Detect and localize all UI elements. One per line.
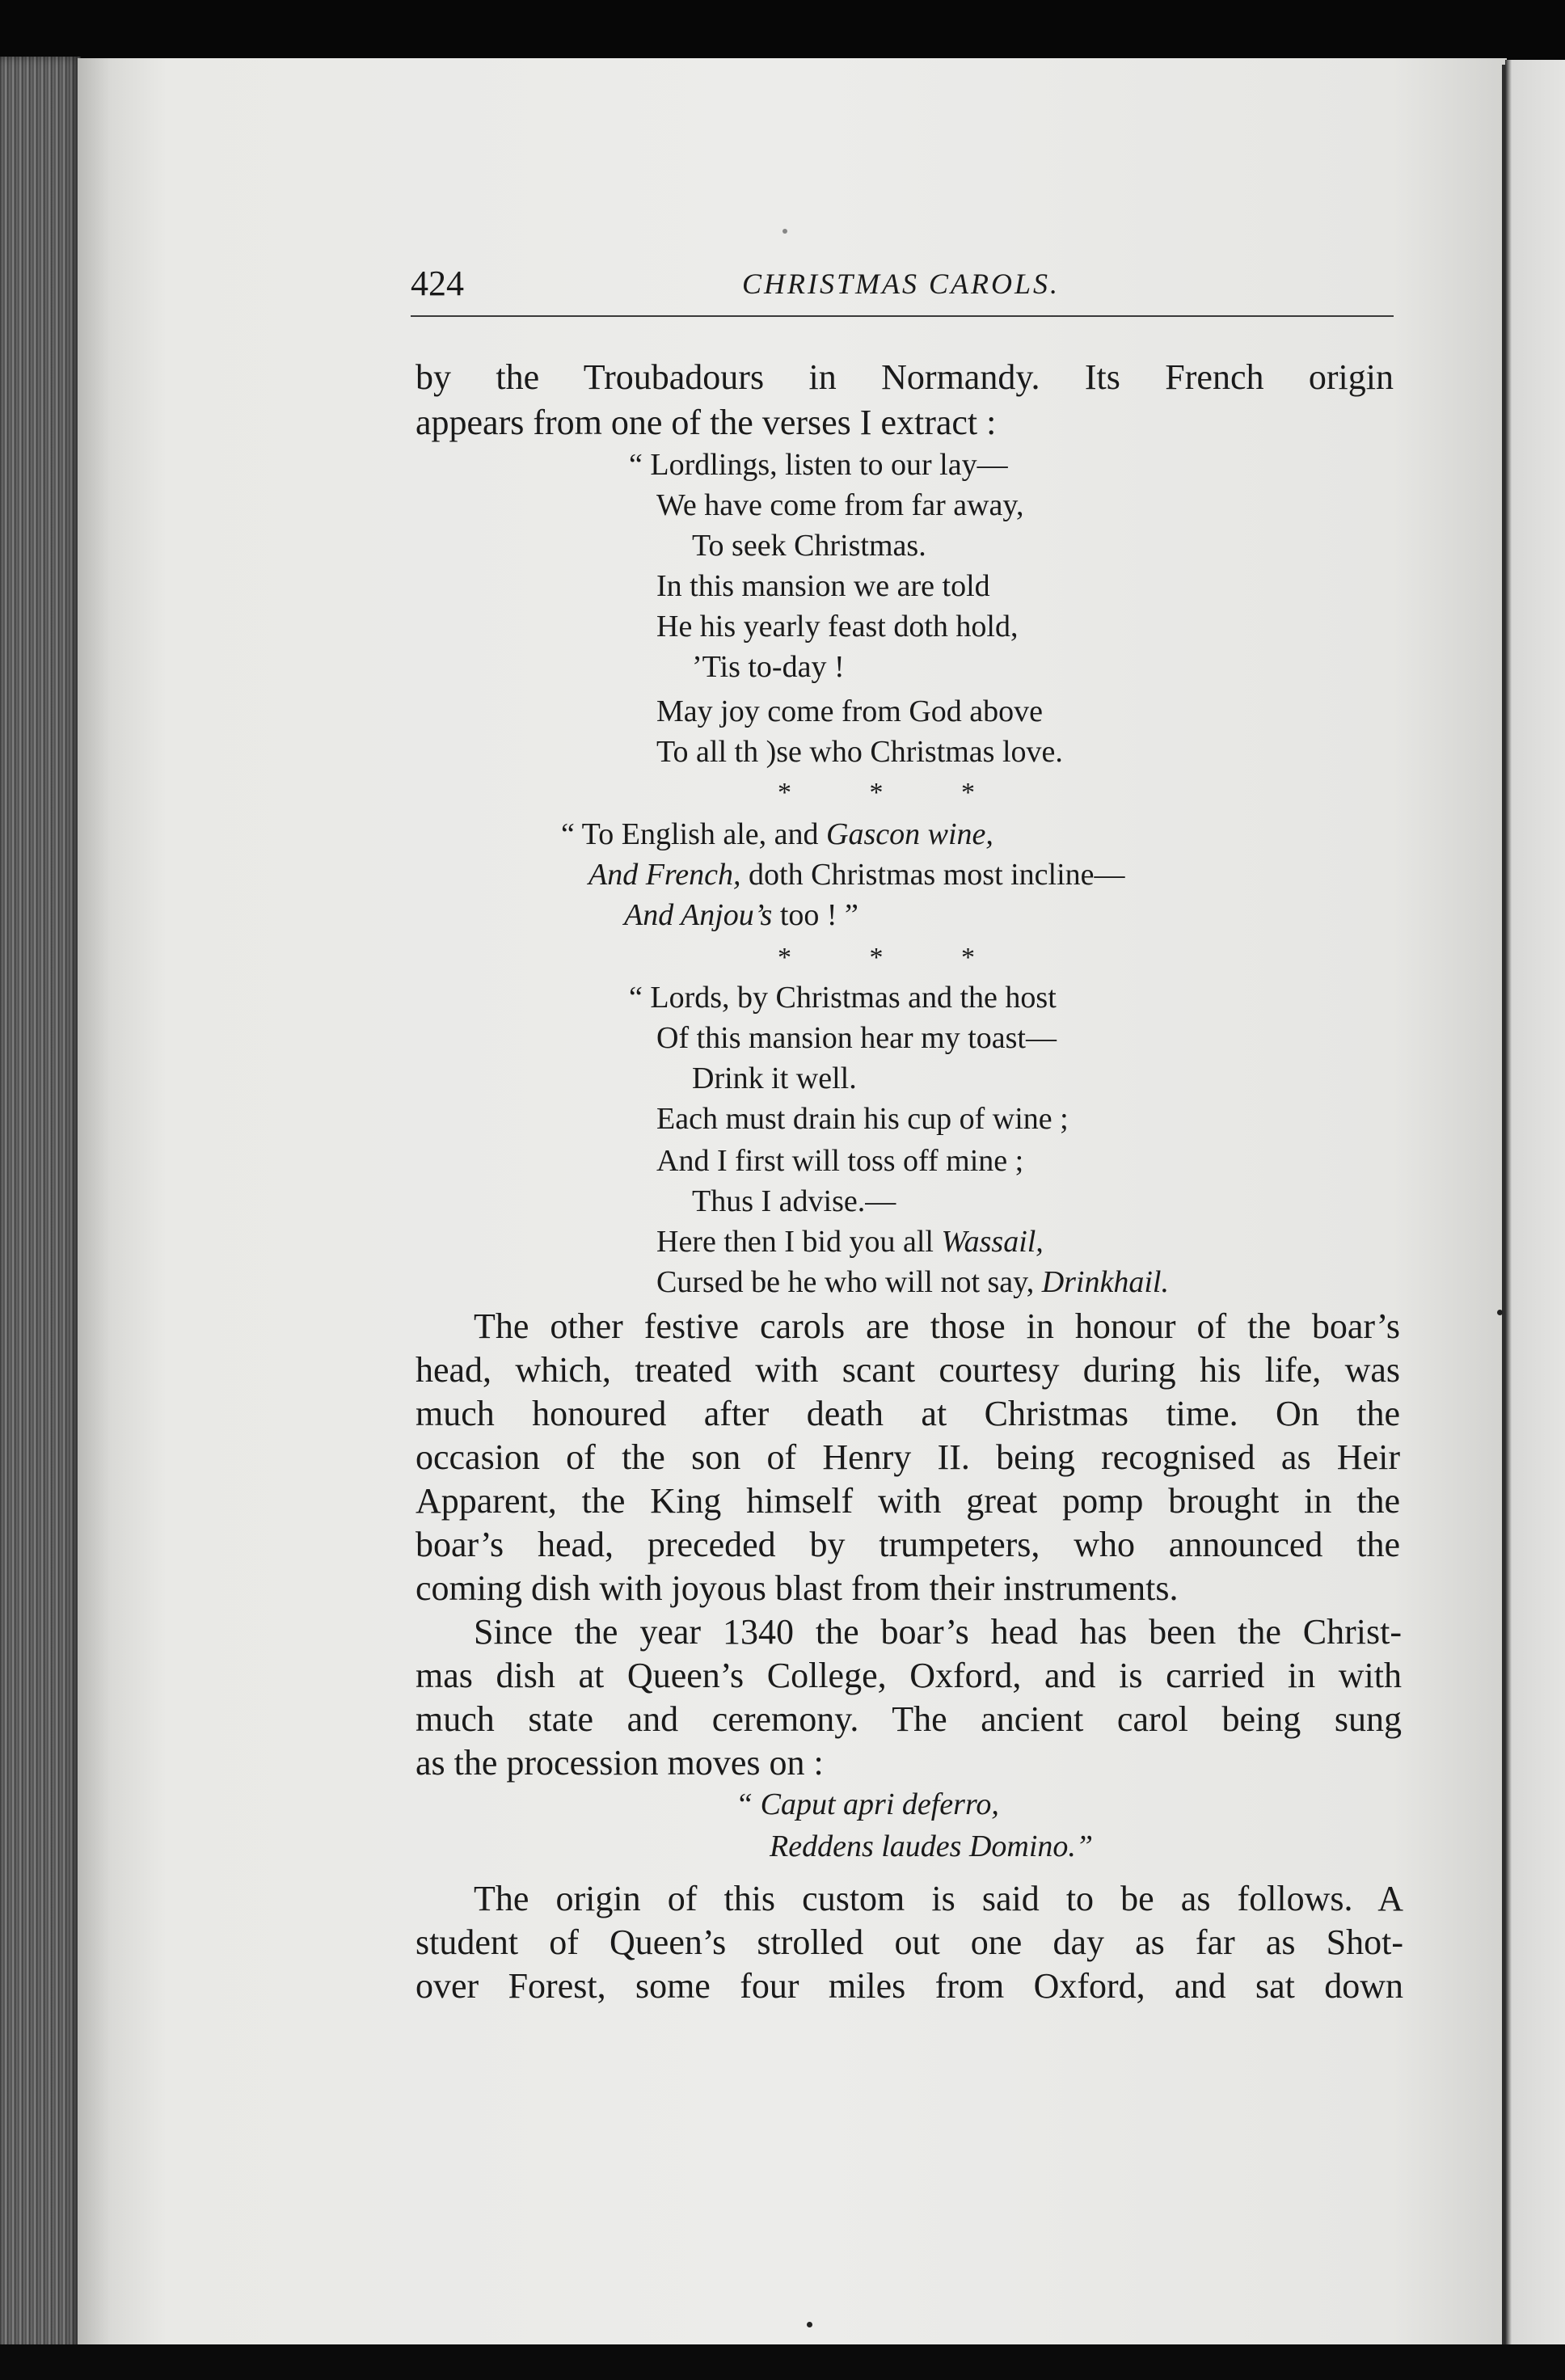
verse-italic: And French,: [588, 858, 741, 892]
stars-separator: * * *: [778, 943, 1010, 973]
verse-line: And I first will toss off mine ;: [656, 1144, 1024, 1178]
stars-separator: * * *: [778, 778, 1010, 808]
text-line: appears from one of the verses I extract :: [416, 403, 997, 442]
verse-text: Cursed be he who will not say,: [656, 1265, 1042, 1299]
next-page-strip: [1505, 60, 1565, 2348]
verse-line: “ Lordlings, listen to our lay—: [629, 448, 1008, 482]
text-line: coming dish with joyous blast from their instruments.: [416, 1568, 1179, 1608]
verse-line: [656, 1224, 1044, 1260]
verse-line: [624, 897, 858, 933]
speck: [807, 2322, 812, 2327]
verse-text: doth Christmas most incline—: [740, 858, 1125, 892]
verse-line: We have come from far away,: [656, 488, 1024, 522]
text-line: Apparent, the King himself with great pomp brought in the: [416, 1481, 1400, 1521]
text-line: as the procession moves on :: [416, 1743, 824, 1783]
page-number: 424: [411, 264, 464, 303]
speck: [782, 229, 787, 234]
verse-line: To all th )se who Christmas love.: [656, 735, 1063, 769]
running-head: CHRISTMAS CAROLS.: [742, 268, 1060, 300]
verse-text: too ! ”: [772, 898, 858, 932]
verse-line: ’Tis to-day !: [692, 650, 845, 684]
verse-line: Each must drain his cup of wine ;: [656, 1102, 1069, 1136]
text-line: over Forest, some four miles from Oxford, and sat down: [416, 1966, 1403, 2006]
scan-top-border: [0, 0, 1565, 60]
verse-line: In this mansion we are told: [656, 569, 990, 603]
verse-line: Drink it well.: [692, 1061, 857, 1095]
text-line: much state and ceremony. The ancient carol being sung: [416, 1699, 1402, 1739]
text-line: by the Troubadours in Normandy. Its French origin: [416, 357, 1394, 397]
verse-line: He his yearly feast doth hold,: [656, 610, 1019, 644]
text-line: boar’s head, preceded by trumpeters, who announced the: [416, 1525, 1400, 1564]
verse-italic: And Anjou’s: [624, 898, 773, 932]
latin-line: “ Caput apri deferro,: [736, 1787, 999, 1821]
text-line: mas dish at Queen’s College, Oxford, and is carried in with: [416, 1656, 1402, 1695]
verse-line: [656, 1264, 1169, 1300]
verse-italic: Wassail,: [941, 1225, 1044, 1259]
speck: [1497, 1310, 1503, 1315]
verse-line: May joy come from God above: [656, 694, 1044, 728]
verse-line: “ Lords, by Christmas and the host: [629, 981, 1057, 1015]
verse-text: Here then I bid you all: [656, 1225, 942, 1259]
verse-line: [561, 817, 993, 852]
text-line: occasion of the son of Henry II. being recognised as Heir: [416, 1437, 1400, 1477]
verse-text: “ To English ale, and: [561, 817, 827, 851]
verse-line: Thus I advise.—: [692, 1184, 896, 1218]
book-page-edges: [0, 57, 81, 2353]
latin-line: Reddens laudes Domino.”: [770, 1829, 1094, 1863]
scan-bottom-border: [0, 2344, 1565, 2380]
header-rule: [411, 315, 1394, 317]
text-line: much honoured after death at Christmas time. On the: [416, 1394, 1400, 1433]
text-line: student of Queen’s strolled out one day as far as Shot-: [416, 1922, 1403, 1962]
text-line: head, which, treated with scant courtesy during his life, was: [416, 1350, 1400, 1390]
verse-line: Of this mansion hear my toast—: [656, 1021, 1057, 1055]
verse-italic: Gascon wine,: [826, 817, 993, 851]
verse-italic: Drinkhail.: [1041, 1265, 1169, 1299]
verse-line: [588, 857, 1125, 892]
text-line: The other festive carols are those in honour of the boar’s: [474, 1306, 1400, 1346]
text-line: Since the year 1340 the boar’s head has been the Christ-: [474, 1612, 1402, 1652]
text-line: The origin of this custom is said to be as follows. A: [474, 1879, 1403, 1918]
verse-line: To seek Christmas.: [692, 529, 926, 563]
